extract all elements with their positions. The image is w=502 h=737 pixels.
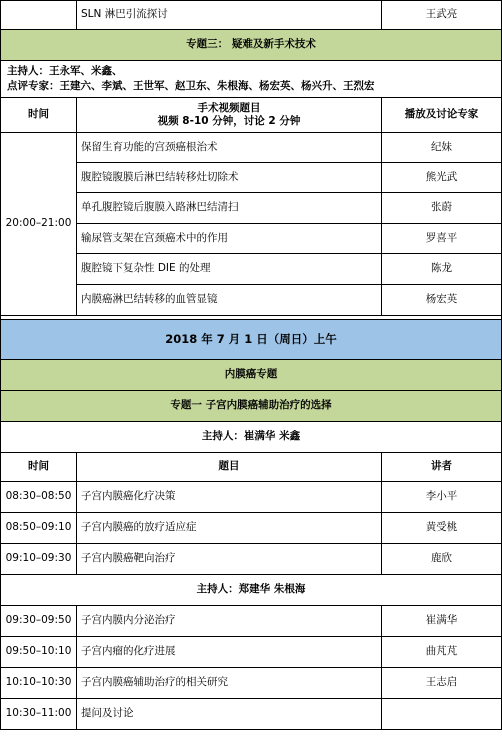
session3-title: 专题三： 疑难及新手术技术 bbox=[1, 30, 502, 61]
time-cell: 10:30–11:00 bbox=[1, 699, 77, 730]
speaker-cell: 王武亮 bbox=[382, 1, 502, 30]
time-cell: 08:30–08:50 bbox=[1, 482, 77, 513]
speaker-cell: 王志启 bbox=[382, 668, 502, 699]
topic-cell: 子宫内瘤的化疗进展 bbox=[77, 637, 382, 668]
speaker-cell: 罗喜平 bbox=[382, 224, 502, 254]
header-time: 时间 bbox=[1, 453, 77, 482]
topic-cell: 子宫内膜癌化疗决策 bbox=[77, 482, 382, 513]
topic-cell: 腹腔镜下复杂性 DIE 的处理 bbox=[77, 254, 382, 285]
table-header bbox=[1, 453, 502, 482]
time-cell: 20:00–21:00 bbox=[1, 133, 77, 316]
time-cell: 10:10–10:30 bbox=[1, 668, 77, 699]
speaker-cell: 鹿欣 bbox=[382, 544, 502, 575]
speaker-cell: 崔满华 bbox=[382, 606, 502, 637]
topic-cell: 保留生育功能的宫颈癌根治术 bbox=[77, 133, 382, 163]
table-row bbox=[1, 637, 502, 668]
table-row bbox=[1, 544, 502, 575]
time-cell: 09:50–10:10 bbox=[1, 637, 77, 668]
speaker-cell: 纪妹 bbox=[382, 133, 502, 163]
speaker-cell: 曲芃芃 bbox=[382, 637, 502, 668]
topic-cell: 输尿管支架在宫颈癌术中的作用 bbox=[77, 224, 382, 254]
table-row bbox=[1, 513, 502, 544]
host-line: 主持人：王永军、米鑫、 bbox=[7, 64, 123, 77]
speaker-cell: 李小平 bbox=[382, 482, 502, 513]
time-cell: 09:30–09:50 bbox=[1, 606, 77, 637]
header-time: 时间 bbox=[1, 98, 77, 133]
header-speaker: 讲者 bbox=[382, 453, 502, 482]
time-cell: 09:10–09:30 bbox=[1, 544, 77, 575]
topic-cell: 单孔腹腔镜后腹膜入路淋巴结清扫 bbox=[77, 193, 382, 224]
experts-line: 点评专家：王建六、李斌、王世军、赵卫东、朱根海、杨宏英、杨兴升、王烈宏 bbox=[7, 80, 375, 92]
table-row bbox=[1, 133, 502, 163]
table-row bbox=[1, 1, 502, 30]
speaker-cell: 陈龙 bbox=[382, 254, 502, 285]
topic-cell: 子宫内膜内分泌治疗 bbox=[77, 606, 382, 637]
topic-cell: 子宫内膜癌的放疗适应症 bbox=[77, 513, 382, 544]
topic-cell: 内膜癌淋巴结转移的血管显镜 bbox=[77, 285, 382, 316]
topic-cell: 腹腔镜腹膜后淋巴结转移灶切除术 bbox=[77, 163, 382, 193]
topic-cell: SLN 淋巴引流探讨 bbox=[77, 1, 382, 30]
session3-hosts bbox=[1, 61, 502, 98]
topic-cell: 子宫内膜癌辅助治疗的相关研究 bbox=[77, 668, 382, 699]
time-cell: 08:50–09:10 bbox=[1, 513, 77, 544]
topic-cell: 子宫内膜癌靶向治疗 bbox=[77, 544, 382, 575]
table-row bbox=[1, 285, 502, 316]
topic-cell: 提问及讨论 bbox=[77, 699, 382, 730]
table-row bbox=[1, 482, 502, 513]
day-header: 2018 年 7 月 1 日（周日）上午 bbox=[1, 320, 502, 360]
speaker-cell: 黄受桃 bbox=[382, 513, 502, 544]
speaker-cell: 张蔚 bbox=[382, 193, 502, 224]
speaker-cell: 杨宏英 bbox=[382, 285, 502, 316]
time-cell bbox=[1, 1, 77, 30]
table-row bbox=[1, 254, 502, 285]
table-row bbox=[1, 224, 502, 254]
table-row bbox=[1, 668, 502, 699]
header-topic: 手术视频题目 视频 8-10 分钟，讨论 2 分钟 bbox=[77, 98, 382, 133]
header-topic: 题目 bbox=[77, 453, 382, 482]
table-row bbox=[1, 163, 502, 193]
topic1-title: 专题一 子宫内膜癌辅助治疗的选择 bbox=[1, 391, 502, 422]
speaker-cell bbox=[382, 699, 502, 730]
speaker-cell: 熊光武 bbox=[382, 163, 502, 193]
section-title: 内膜癌专题 bbox=[1, 360, 502, 391]
table-header bbox=[1, 98, 502, 133]
part2-host: 主持人：郑建华 朱根海 bbox=[1, 575, 502, 606]
table-row bbox=[1, 699, 502, 730]
table-row bbox=[1, 193, 502, 224]
table-row bbox=[1, 606, 502, 637]
part1-host: 主持人：崔满华 米鑫 bbox=[1, 422, 502, 453]
header-speaker: 播放及讨论专家 bbox=[382, 98, 502, 133]
